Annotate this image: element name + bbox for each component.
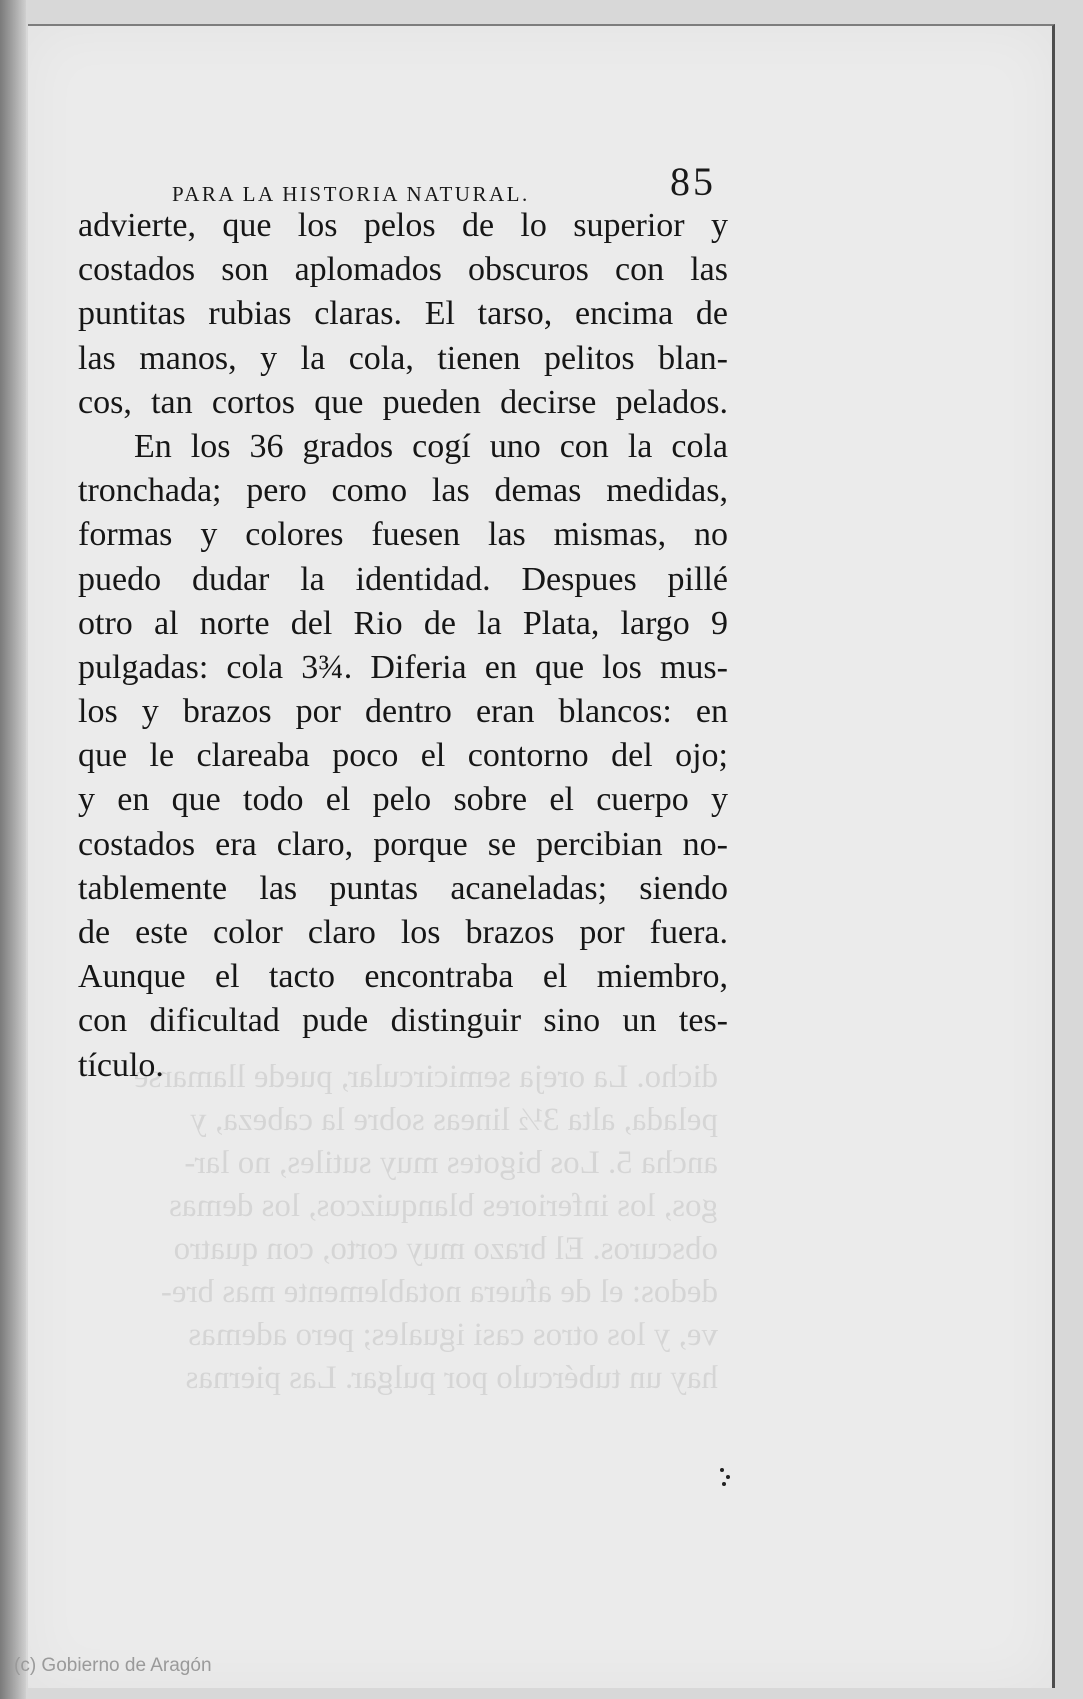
book-binding-edge <box>0 0 26 1699</box>
text-line: pulgadas: cola 3¾. Diferia en que los mus- <box>78 648 728 686</box>
text-line: Aunque el tacto encontraba el miembro, <box>78 958 728 996</box>
text-line: tablemente las puntas acaneladas; siendo <box>78 869 728 907</box>
text-line: otro al norte del Rio de la Plata, largo 9 <box>78 604 728 642</box>
text-line: puedo dudar la identidad. Despues pillé <box>78 560 728 598</box>
text-line: costados son aplomados obscuros con las <box>78 251 728 289</box>
text-line: costados era claro, porque se percibian no- <box>78 825 728 863</box>
text-line: puntitas rubias claras. El tarso, encima de <box>78 295 728 333</box>
text-line: los y brazos por dentro eran blancos: en <box>78 693 728 731</box>
show-through-text: dicho. La oreja semicircular, puede llamarse pelada, alta 3½ lineas sobre la cabeza, y ancha 5. Los bigotes muy sutiles, no lar- gos, los inferiores blanquizcos, los demas obscuros. El brazo muy corto, con quatro dedos: el de afuera notablemente mas bre- ve, y los otros casi iguales; pero ademas hay un tubérculo por pulgar. Las piernas <box>133 1059 718 1396</box>
text-line: formas y colores fuesen las mismas, no <box>78 516 728 554</box>
text-line: de este color claro los brazos por fuera. <box>78 914 728 951</box>
running-title: PARA LA HISTORIA NATURAL. <box>172 182 530 206</box>
text-line: cos, tan cortos que pueden decirse pelados. <box>78 383 728 421</box>
page-number: 85 <box>670 159 716 204</box>
text-line: tronchada; pero como las demas medidas, <box>78 472 728 510</box>
text-line: las manos, y la cola, tienen pelitos blan- <box>78 339 728 377</box>
text-line: que le clareaba poco el contorno del ojo; <box>78 737 728 775</box>
text-line: En los 36 grados cogí uno con la cola <box>134 427 728 465</box>
text-line: y en que todo el pelo sobre el cuerpo y <box>78 781 728 819</box>
copyright-watermark: (c) Gobierno de Aragón <box>14 1655 212 1676</box>
ink-specks <box>720 1468 732 1498</box>
text-line: tículo. <box>78 1046 164 1084</box>
book-page <box>28 24 1055 1688</box>
body-text <box>78 204 728 1088</box>
text-line: con dificultad pude distinguir sino un tes- <box>78 1002 728 1040</box>
text-line: advierte, que los pelos de lo superior y <box>78 207 728 244</box>
